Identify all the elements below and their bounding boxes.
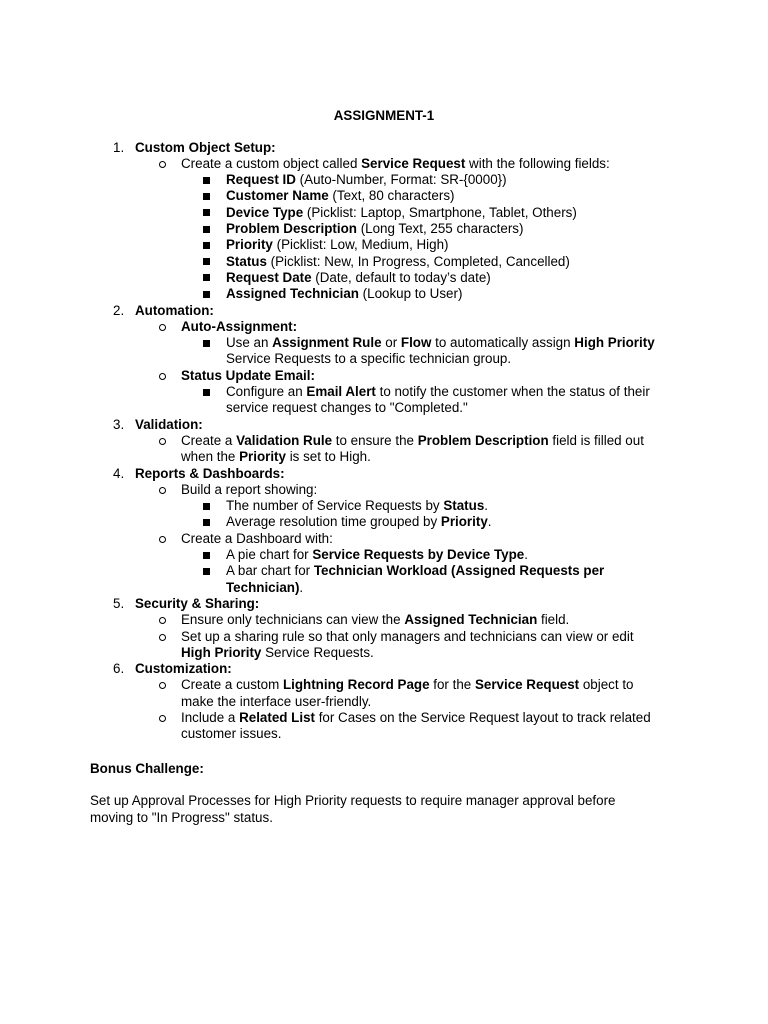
bold-text: Technician Workload (Assigned Requests per xyxy=(313,563,605,579)
text: . xyxy=(487,514,492,530)
bold-text: Customization: xyxy=(135,661,232,677)
list-number: 4. xyxy=(113,465,125,481)
text: The number of Service Requests by xyxy=(226,498,444,514)
bonus-text-line-2: moving to "In Progress" status. xyxy=(90,809,273,825)
bold-text: Status Update Email: xyxy=(181,367,315,383)
sub-list-item xyxy=(226,237,449,253)
list-item xyxy=(181,433,644,449)
list-item xyxy=(181,645,374,661)
sub-list-item xyxy=(226,580,303,596)
square-bullet-icon xyxy=(203,340,210,347)
text: (Text, 80 characters) xyxy=(328,188,455,204)
square-bullet-icon xyxy=(203,177,210,184)
text: Set up a sharing rule so that only managers and technicians can view or edit xyxy=(181,628,634,644)
sub-list-item xyxy=(226,514,492,530)
text: . xyxy=(524,547,528,562)
text: Service Requests to a specific technician group. xyxy=(226,351,512,367)
list-item xyxy=(181,612,569,628)
sub-list-item xyxy=(226,547,528,563)
sub-list-item xyxy=(226,335,655,351)
text: (Auto-Number, Format: SR-{0000}) xyxy=(295,172,507,188)
bold-text: Security & Sharing: xyxy=(135,595,260,611)
circle-bullet-icon xyxy=(159,617,166,624)
bold-text: Auto-Assignment: xyxy=(181,318,298,334)
list-item xyxy=(181,156,610,172)
text: field. xyxy=(537,612,570,628)
list-item xyxy=(181,629,634,645)
bold-text: Device Type xyxy=(226,204,304,220)
bold-text: Flow xyxy=(400,335,432,351)
section-heading xyxy=(135,466,285,482)
section-heading xyxy=(135,417,203,433)
text: field is filled out xyxy=(548,432,644,448)
text: for the xyxy=(429,677,475,693)
text: (Picklist: New, In Progress, Completed, Cancelled) xyxy=(266,253,570,269)
text: Create a custom xyxy=(181,677,283,693)
bold-text: Priority xyxy=(226,237,273,253)
text: with the following fields: xyxy=(465,155,610,171)
square-bullet-icon xyxy=(203,226,210,233)
sub-list-item xyxy=(226,205,577,221)
text: is set to High. xyxy=(285,449,371,465)
bold-text: Problem Description xyxy=(417,432,549,448)
bold-text: Email Alert xyxy=(306,384,376,399)
bold-text: Assigned Technician xyxy=(404,612,538,628)
bold-text: Custom Object Setup: xyxy=(135,139,276,155)
text: Include a xyxy=(181,710,240,725)
list-item xyxy=(181,482,317,498)
section-heading xyxy=(135,303,214,319)
circle-bullet-icon xyxy=(159,682,166,689)
text: Service Requests. xyxy=(261,644,374,660)
bonus-text-line-1: Set up Approval Processes for High Priority requests to require manager approval before xyxy=(90,793,616,808)
bold-text: Priority xyxy=(239,449,286,465)
text: or xyxy=(381,335,401,351)
sub-list-item xyxy=(226,221,523,237)
sub-list-item xyxy=(226,351,511,367)
section-heading xyxy=(135,140,276,156)
text: (Picklist: Low, Medium, High) xyxy=(272,237,449,253)
square-bullet-icon xyxy=(203,209,210,216)
bold-text: Problem Description xyxy=(226,221,357,236)
sub-list-item xyxy=(226,563,604,579)
list-number: 3. xyxy=(113,416,125,432)
square-bullet-icon xyxy=(203,519,210,526)
bonus-heading: Bonus Challenge: xyxy=(90,761,204,776)
square-bullet-icon xyxy=(203,503,210,510)
list-item xyxy=(181,319,297,335)
bold-text: Request Date xyxy=(226,269,312,285)
text: (Long Text, 255 characters) xyxy=(356,221,524,236)
sub-list-item xyxy=(226,286,462,302)
bold-text: Service Request xyxy=(474,677,580,693)
list-number: 1. xyxy=(113,139,125,155)
text: Create a Dashboard with: xyxy=(181,530,333,546)
square-bullet-icon xyxy=(203,552,210,559)
bold-text: Status xyxy=(443,498,485,514)
circle-bullet-icon xyxy=(159,536,166,543)
text: make the interface user-friendly. xyxy=(181,693,372,709)
square-bullet-icon xyxy=(203,568,210,575)
bold-text: Service Request xyxy=(361,155,466,171)
text: for Cases on the Service Request layout to track related xyxy=(314,710,651,725)
bold-text: Assigned Technician xyxy=(226,286,359,302)
text: Create a custom object called xyxy=(181,155,362,171)
document-title: ASSIGNMENT-1 xyxy=(333,108,435,123)
text: to automatically assign xyxy=(431,335,575,351)
text: Build a report showing: xyxy=(181,481,318,497)
square-bullet-icon xyxy=(203,258,210,265)
square-bullet-icon xyxy=(203,291,210,298)
text: A bar chart for xyxy=(226,563,314,579)
square-bullet-icon xyxy=(203,242,210,249)
circle-bullet-icon xyxy=(159,634,166,641)
text: (Picklist: Laptop, Smartphone, Tablet, Others) xyxy=(303,204,577,220)
list-item xyxy=(181,710,651,726)
list-number: 2. xyxy=(113,302,125,318)
sub-list-item xyxy=(226,384,650,400)
list-item xyxy=(181,694,371,710)
text: when the xyxy=(181,449,240,465)
section-heading xyxy=(135,661,232,677)
text: A pie chart for xyxy=(226,547,313,562)
bold-text: Priority xyxy=(440,514,488,530)
text: . xyxy=(299,579,304,595)
bold-text: Request ID xyxy=(226,172,296,188)
square-bullet-icon xyxy=(203,389,210,396)
text: to ensure the xyxy=(332,432,418,448)
text: to notify the customer when the status of their xyxy=(375,384,650,399)
list-number: 5. xyxy=(113,595,125,611)
sub-list-item xyxy=(226,498,488,514)
list-item xyxy=(181,531,333,547)
text: Create a xyxy=(181,432,237,448)
text: Ensure only technicians can view the xyxy=(181,612,405,628)
circle-bullet-icon xyxy=(159,373,166,380)
bold-text: Lightning Record Page xyxy=(282,677,430,693)
sub-list-item xyxy=(226,172,507,188)
text: Average resolution time grouped by xyxy=(226,514,441,530)
bold-text: Customer Name xyxy=(226,188,329,204)
sub-list-item xyxy=(226,188,454,204)
bold-text: Validation Rule xyxy=(236,432,333,448)
circle-bullet-icon xyxy=(159,438,166,445)
bold-text: Status xyxy=(226,253,267,269)
bold-text: Reports & Dashboards: xyxy=(135,465,285,481)
bold-text: Related List xyxy=(239,710,315,725)
bold-text: Assignment Rule xyxy=(272,335,382,351)
text: Use an xyxy=(226,335,273,351)
sub-list-item xyxy=(226,254,570,270)
circle-bullet-icon xyxy=(159,161,166,168)
square-bullet-icon xyxy=(203,274,210,281)
list-item xyxy=(181,677,633,693)
sub-list-item xyxy=(226,270,491,286)
list-item xyxy=(181,368,315,384)
sub-list-item xyxy=(226,400,468,416)
bold-text: Technician) xyxy=(226,579,300,595)
circle-bullet-icon xyxy=(159,487,166,494)
bold-text: High Priority xyxy=(574,335,655,351)
text: service request changes to "Completed." xyxy=(226,400,468,416)
text: Configure an xyxy=(226,384,307,399)
list-number: 6. xyxy=(113,661,125,677)
section-heading xyxy=(135,596,259,612)
bold-text: Service Requests by Device Type xyxy=(312,547,525,562)
bold-text: High Priority xyxy=(181,644,262,660)
square-bullet-icon xyxy=(203,193,210,200)
text: object to xyxy=(579,677,634,693)
text: (Date, default to today’s date) xyxy=(311,269,491,285)
text: (Lookup to User) xyxy=(358,286,463,302)
list-item xyxy=(181,726,281,742)
bold-text: Automation: xyxy=(135,302,214,318)
circle-bullet-icon xyxy=(159,324,166,331)
text: . xyxy=(484,498,489,514)
text: customer issues. xyxy=(181,726,282,742)
list-item xyxy=(181,449,371,465)
circle-bullet-icon xyxy=(159,715,166,722)
bold-text: Validation: xyxy=(135,416,203,432)
